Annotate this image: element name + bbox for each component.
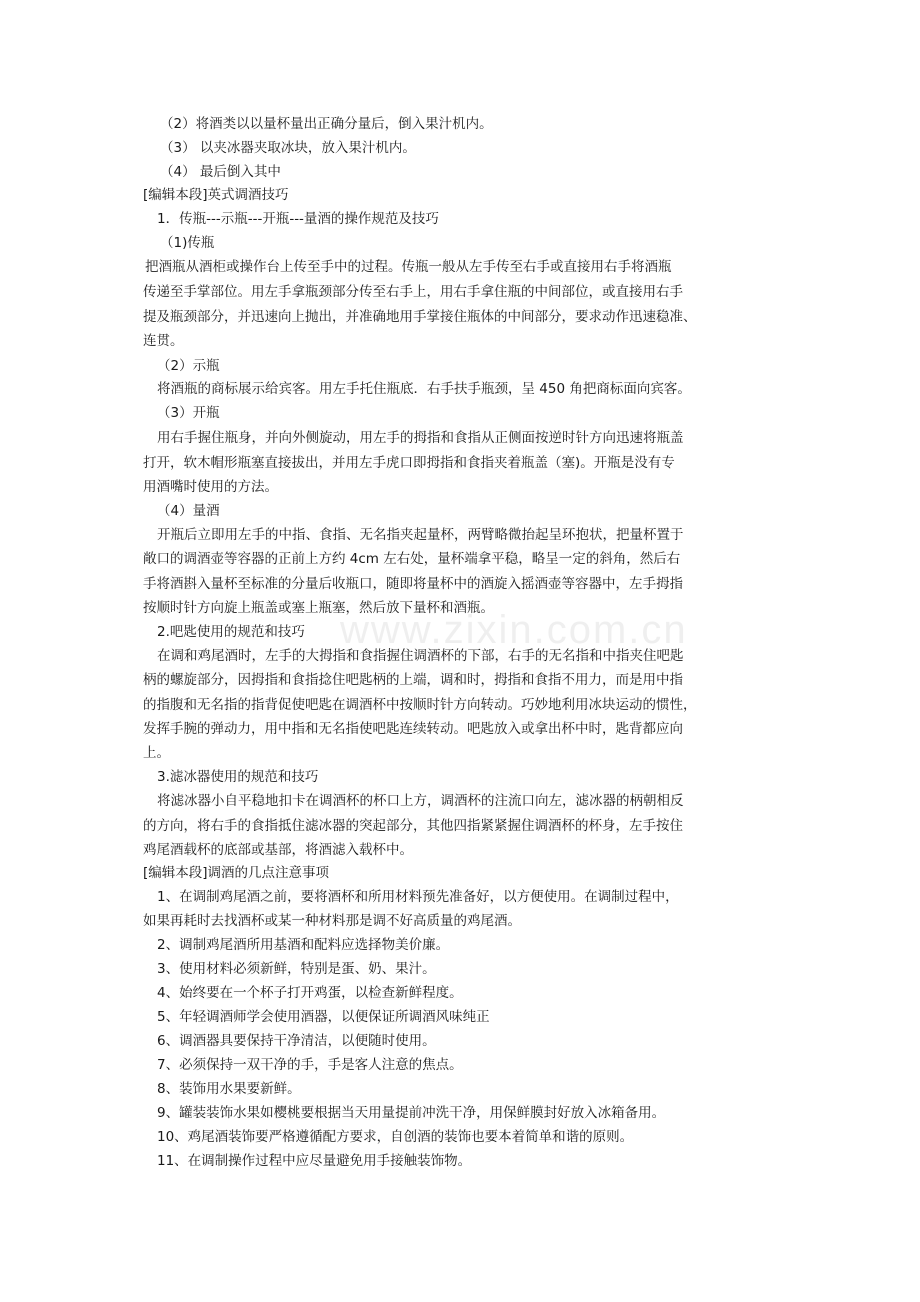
paragraph-line: 发挥手腕的弹动力，用中指和无名指使吧匙连续转动。吧匙放入或拿出杯中时，匙背都应向 [143,721,683,737]
subsection-title: （4）量酒 [157,503,220,519]
paragraph-line: 将酒瓶的商标展示给宾客。用左手托住瓶底．右手扶手瓶颈，呈 450 角把商标面向宾客。 [157,381,691,397]
paragraph-line: 柄的螺旋部分，因拇指和食指捻住吧匙柄的上端，调和时，拇指和食指不用力，而是用中指 [143,672,683,688]
note-line: 如果再耗时去找酒杯或某一种材料那是调不好高质量的鸡尾酒。 [143,913,521,929]
step-line: （4） 最后倒入其中 [160,164,281,180]
note-line: 5、年轻调酒师学会使用酒器，以便保证所调酒风味纯正 [157,1009,490,1025]
paragraph-line: 按顺时针方向旋上瓶盖或塞上瓶塞，然后放下量杯和酒瓶。 [143,600,494,616]
paragraph-line: 把酒瓶从酒柜或操作台上传至手中的过程。传瓶一般从左手传至右手或直接用右手将酒瓶 [145,259,672,275]
paragraph-line: 手将酒斟入量杯至标准的分量后收瓶口，随即将量杯中的酒旋入摇酒壶等容器中，左手拇指 [143,576,683,592]
subsection-title: （2）示瓶 [157,358,220,374]
note-line: 11、在调制操作过程中应尽量避免用手接触装饰物。 [157,1153,472,1169]
subsection-title: （1)传瓶 [160,235,215,251]
item-title: 3.滤冰器使用的规范和技巧 [157,769,319,785]
watermark: www.zixin.com.cn [340,608,688,652]
paragraph-line: 提及瓶颈部分，并迅速向上抛出，并准确地用手掌接住瓶体的中间部分，要求动作迅速稳准、 [143,309,697,325]
paragraph-line: 敞口的调酒壶等容器的正前上方约 4cm 左右处，量杯端拿平稳，略呈一定的斜角，然后右 [143,551,681,567]
paragraph-line: 的指腹和无名指的指背促使吧匙在调酒杯中按顺时针方向转动。巧妙地利用冰块运动的惯性， [143,697,697,713]
note-line: 7、必须保持一双干净的手，手是客人注意的焦点。 [157,1057,463,1073]
note-line: 3、使用材料必须新鲜，特别是蛋、奶、果汁。 [157,961,436,977]
note-line: 6、调酒器具要保持干净清洁，以便随时使用。 [157,1033,436,1049]
step-line: （2）将酒类以以量杯量出正确分量后，倒入果汁机内。 [160,116,493,132]
note-line: 8、装饰用水果要新鲜。 [157,1081,301,1097]
note-line: 9、罐装装饰水果如樱桃要根据当天用量提前冲洗干净，用保鲜膜封好放入冰箱备用。 [157,1105,666,1121]
paragraph-line: 的方向，将右手的食指抵住滤冰器的突起部分，其他四指紧紧握住调酒杯的杯身，左手按住 [143,818,683,834]
paragraph-line: 用酒嘴时使用的方法。 [143,479,278,495]
section-heading: [编辑本段]调酒的几点注意事项 [143,865,330,881]
item-title: 1．传瓶---示瓶---开瓶---量酒的操作规范及技巧 [157,211,439,227]
paragraph-line: 打开，软木帽形瓶塞直接拔出，并用左手虎口即拇指和食指夹着瓶盖（塞)。开瓶是没有专 [143,455,675,471]
paragraph-line: 上。 [143,745,170,761]
step-line: （3） 以夹冰器夹取冰块，放入果汁机内。 [160,140,416,156]
paragraph-line: 鸡尾酒载杯的底部或基部，将酒滤入载杯中。 [143,842,413,858]
paragraph-line: 将滤冰器小自平稳地扣卡在调酒杯的杯口上方，调酒杯的注流口向左，滤冰器的柄朝相反 [157,793,684,809]
subsection-title: （3）开瓶 [157,405,220,421]
paragraph-line: 连贯。 [143,333,184,349]
paragraph-line: 开瓶后立即用左手的中指、食指、无名指夹起量杯，两臂略微抬起呈环抱状，把量杯置于 [157,527,684,543]
note-line: 1、在调制鸡尾酒之前，要将酒杯和所用材料预先准备好，以方便使用。在调制过程中， [157,889,679,905]
paragraph-line: 用右手握住瓶身，并向外侧旋动，用左手的拇指和食指从正侧面按逆时针方向迅速将瓶盖 [157,430,684,446]
paragraph-line: 传递至手掌部位。用左手拿瓶颈部分传至右手上，用右手拿住瓶的中间部位，或直接用右手 [143,284,683,300]
paragraph-line: 在调和鸡尾酒时，左手的大拇指和食指握住调酒杯的下部，右手的无名指和中指夹住吧匙 [157,648,684,664]
item-title: 2.吧匙使用的规范和技巧 [157,624,305,640]
section-heading: [编辑本段]英式调酒技巧 [143,187,289,203]
note-line: 4、始终要在一个杯子打开鸡蛋，以检查新鲜程度。 [157,985,463,1001]
note-line: 10、鸡尾酒装饰要严格遵循配方要求，自创酒的装饰也要本着简单和谐的原则。 [157,1129,634,1145]
note-line: 2、调制鸡尾酒所用基酒和配料应选择物美价廉。 [157,937,450,953]
